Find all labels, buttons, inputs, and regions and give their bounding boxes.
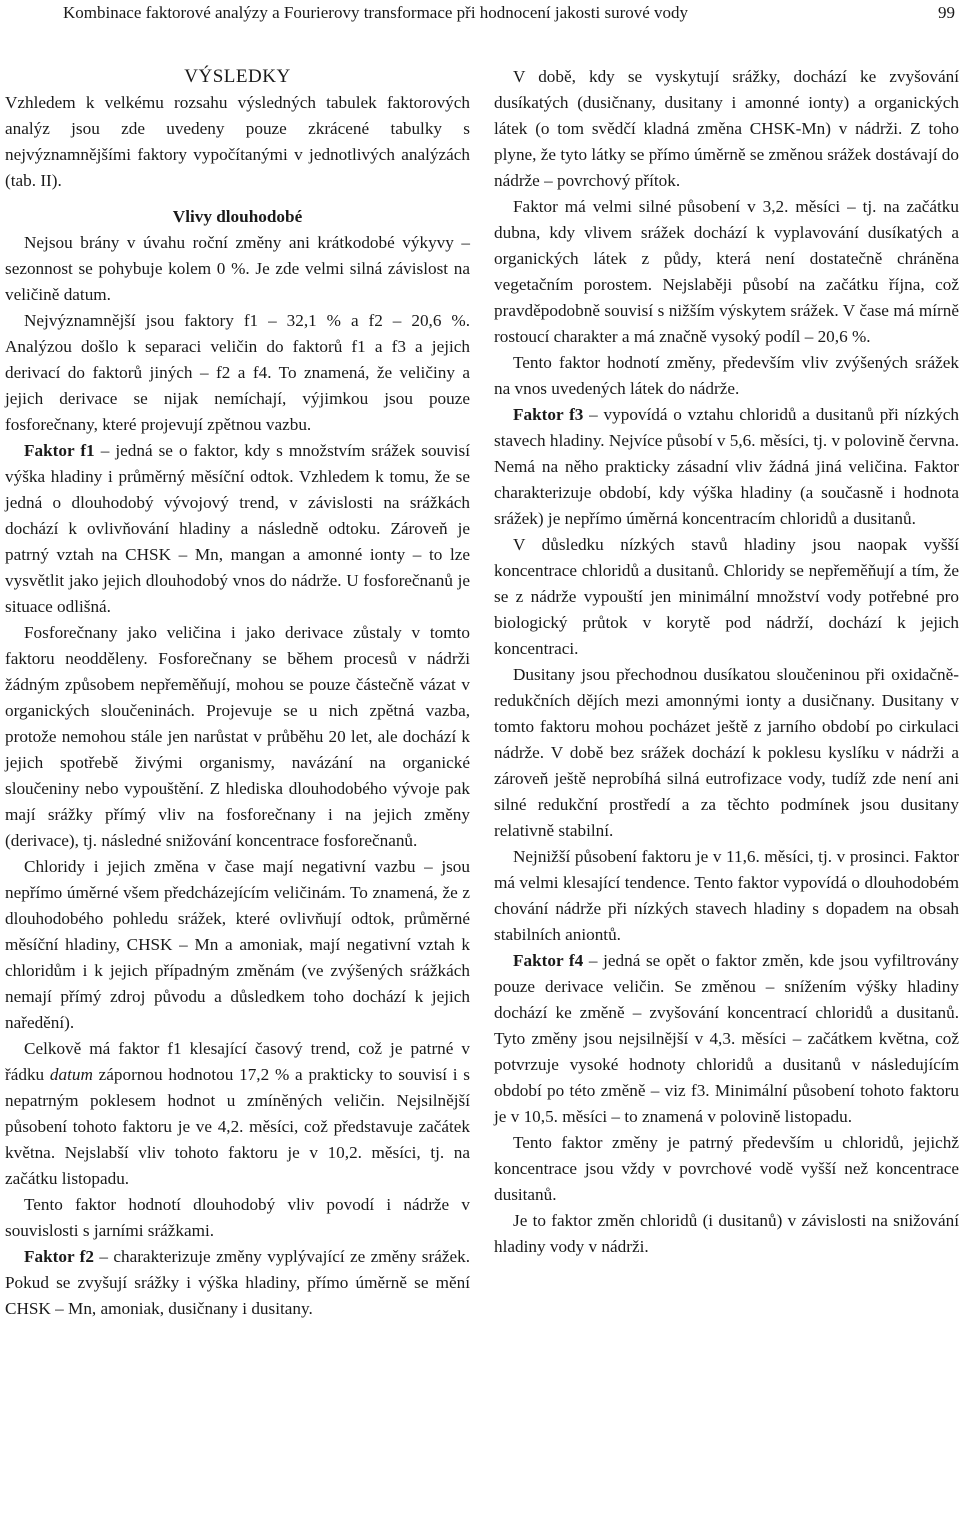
paragraph-text: Celkově má faktor f1 klesající časový trend, což je patrné v řádku [5,1039,470,1084]
factor-label: Faktor f4 [513,951,584,970]
paragraph-text: – jedná se o faktor, kdy s množstvím srážek souvisí výška hladiny i průměrný měsíční odtok. Vzhledem k tomu, že se jedná o dlouhodobý vývojový trend, v závislosti na srážkách dochází k ovlivňování hladiny a následně odtoku. Zároveň je patrný vztah na CHSK – Mn, mangan a amonné ionty – to lze vysvětlit jako jejich dlouhodobý vnos do nádrže. U fosforečnanů je situace odlišná. [5,441,470,616]
paragraph: Dusitany jsou přechodnou dusíkatou sloučeninou při oxidačně-redukčních dějích mezi amonnými ionty a dusičnany. Dusitany v tomto faktoru mohou pocházet ještě z jarního období po cirkulaci nádrže. V době bez srážek dochází k poklesu kyslíku v nádrži a zároveň ještě neprobíhá silná eutrofizace vody, tudíž zde není ani silné redukční prostředí a za těchto podmínek jsou dusitany relativně stabilní. [494,665,959,840]
right-column [494,64,959,1260]
paragraph: Tento faktor hodnotí změny, především vliv zvýšených srážek na vnos uvedených látek do nádrže. [494,353,959,398]
paragraph: Chloridy i jejich změna v čase mají negativní vazbu – jsou nepřímo úměrné všem předcházejícím veličinám. To znamená, že z dlouhodobého pohledu srážek, které ovlivňují odtok, průměrné měsíční hladiny, CHSK – Mn a amoniak, mají negativní vztah k chloridům i k jejich případným změnám (ve zvýšených srážkách nemají přímý zdroj původu a důsledkem toho dochází k jejich naředění). [5,857,470,1032]
paragraph-factor-f1 [5,438,470,620]
paragraph-factor-f2 [5,1244,470,1322]
paragraph [5,1036,470,1192]
paragraph-text: – jedná se opět o faktor změn, kde jsou vyfiltrovány pouze derivace veličin. Se změnou – snížením výšky hladiny dochází ke změně – zvyšování koncentrací chloridů a dusitanů. Tyto změny jsou nejsilnější v 4,3. měsíci – začátkem května, což potvrzuje vysoké hodnoty chloridů a dusitanů v následujícím období po této změně – viz f3. Minimální působení tohoto faktoru je v 10,5. měsíci – to znamená v polovině listopadu. [494,951,959,1126]
intro-paragraph: Vzhledem k velkému rozsahu výsledných tabulek faktorových analýz jsou zde uvedeny pouze zkrácené tabulky s nejvýznamnějšími faktory vypočítanými v jednotlivých analýzách (tab. II). [5,93,470,190]
paragraph: V důsledku nízkých stavů hladiny jsou naopak vyšší koncentrace chloridů a dusitanů. Chloridy se nepřeměňují a tím, že se z nádrže vypouští jen minimální množství vody potřebné pro biologický průtok v korytě pod nádrží, dochází k jejich koncentraci. [494,535,959,658]
paragraph-factor-f3 [494,402,959,532]
paragraph: Tento faktor změny je patrný především u chloridů, jejichž koncentrace jsou vždy v povrchové vodě vyšší než koncentrace dusitanů. [494,1133,959,1204]
paragraph-text: zápornou hodnotou 17,2 % a prakticky to souvisí i s nepatrným poklesem hodnot u zmíněných veličin. Nejsilnější působení tohoto faktoru je ve 4,2. měsíci, což představuje začátek května. Nejslabší vliv tohoto faktoru je v 10,2. měsíci, tj. na začátku listopadu. [5,1065,470,1188]
paragraph: Nejnižší působení faktoru je v 11,6. měsíci, tj. v prosinci. Faktor má velmi klesající tendence. Tento faktor vypovídá o dlouhodobém chování nádrže při nízkých stavech hladiny s dopadem na obsah stabilních aniontů. [494,847,959,944]
paragraph: Nejsou brány v úvahu roční změny ani krátkodobé výkyvy – sezonnost se pohybuje kolem 0 %. Je zde velmi silná závislost na veličině datum. [5,233,470,304]
paragraph: Nejvýznamnější jsou faktory f1 – 32,1 % a f2 – 20,6 %. Analýzou došlo k separaci veličin do faktorů f1 a f3 a jejich derivací do faktorů jiných – f2 a f4. To znamená, že veličiny a jejich derivace se nijak nemíchají, výjimkou jsou pouze fosforečnany, které projevují zpětnou vazbu. [5,311,470,434]
paragraph: Tento faktor hodnotí dlouhodobý vliv povodí i nádrže v souvislosti s jarními srážkami. [5,1195,470,1240]
paragraph-factor-f4 [494,948,959,1130]
paragraph-text: – vypovídá o vztahu chloridů a dusitanů při nízkých stavech hladiny. Nejvíce působí v 5,6. měsíci, tj. v polovině června. Nemá na něho prakticky zásadní vliv žádná jiná veličina. Faktor charakterizuje období, kdy výška hladiny (a současně i hodnota srážek) je nepřímo úměrná koncentracím chloridů a dusitanů. [494,405,959,528]
factor-label: Faktor f1 [24,441,95,460]
paragraph: V době, kdy se vyskytují srážky, dochází ke zvyšování dusíkatých (dusičnany, dusitany i amonné ionty) a organických látek (o tom svědčí kladná změna CHSK-Mn) v nádrži. Z toho plyne, že tyto látky se přímo úměrně se změnou srážek dostávají do nádrže – povrchový přítok. [494,67,959,190]
paragraph: Fosforečnany jako veličina i jako derivace zůstaly v tomto faktoru neodděleny. Fosforečnany se během procesů v nádrži žádným způsobem nepřeměňují, mohou se pouze částečně vázat v organických sloučeninách. Projevuje se u nich zpětná vazba, protože nemohou stále jen narůstat v průběhu 20 let, ale dochází k jejich spotřebě živými organismy, navázání na organické sloučeniny nebo vypouštění. Z hlediska dlouhodobého vývoje pak mají srážky přímý vliv na fosforečnany i na jejich změny (derivace), tj. následné snižování koncentrace fosforečnanů. [5,623,470,850]
section-heading-results: VÝSLEDKY [184,66,291,87]
subsection-heading-long-term: Vlivy dlouhodobé [172,207,303,226]
paragraph: Je to faktor změn chloridů (i dusitanů) v závislosti na snižování hladiny vody v nádrži. [494,1211,959,1256]
running-title: Kombinace faktorové analýzy a Fourierovy transformace při hodnocení jakosti surové vody [63,3,689,22]
paragraph: Faktor má velmi silné působení v 3,2. měsíci – tj. na začátku dubna, kdy vlivem srážek dochází k vyplavování dusíkatých a organických látek z půdy, která není dostatečně chráněna vegetačním porostem. Nejslaběji působí na začátku října, což pravděpodobně souvisí s nižším výskytem srážek. V čase má mírně rostoucí charakter a má značně vysoký podíl – 20,6 %. [494,197,959,346]
italic-term: datum [49,1065,93,1084]
page-number: 99 [938,3,955,22]
factor-label: Faktor f2 [24,1247,94,1266]
left-column [5,64,470,1322]
paragraph-text: – charakterizuje změny vyplývající ze změny srážek. Pokud se zvyšují srážky i výška hladiny, přímo úměrně se mění CHSK – Mn, amoniak, dusičnany i dusitany. [5,1247,470,1318]
running-header [0,0,960,30]
factor-label: Faktor f3 [513,405,584,424]
